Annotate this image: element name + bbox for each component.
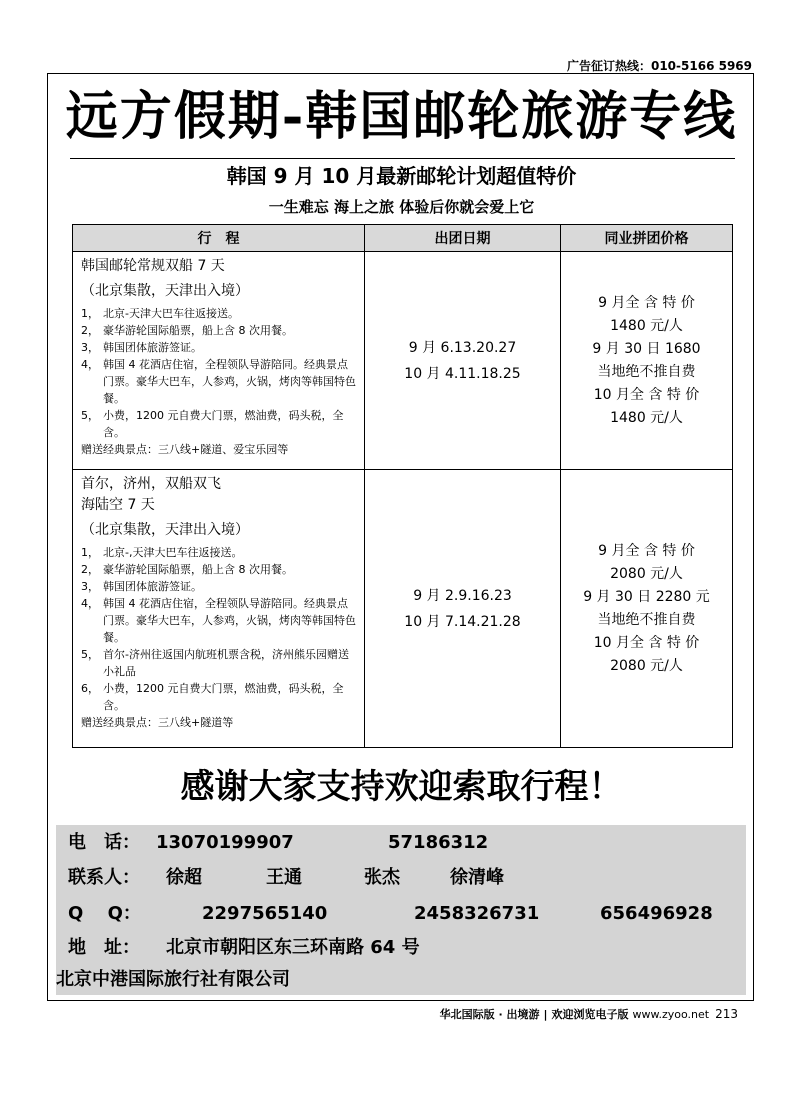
list-item: 4， 韩国 4 花酒店住宿，全程领队导游陪同。经典景点门票。豪华大巴车，人参鸡，火锅，烤肉等韩国特色餐。 [81, 358, 356, 405]
page-footer [440, 1006, 738, 1022]
list-item: 1， 北京-,天津大巴车往返接送。 [81, 546, 243, 559]
address-label: 地 址： [68, 937, 140, 958]
contact-person: 王通 [266, 867, 302, 888]
table-row [73, 470, 733, 748]
list-item: 3， 韩国团体旅游签证。 [81, 341, 202, 354]
list-item: 6， 小费，1200 元自费大门票，燃油费，码头税，全含。 [81, 682, 344, 712]
header-price: 同业拼团价格 [561, 225, 733, 252]
contact-person: 张杰 [364, 867, 400, 888]
itinerary-cell [73, 470, 365, 748]
route-name: 韩国邮轮常规双船 7 天 [81, 258, 225, 274]
ad-hotline: 广告征订热线：010-5166 5969 [566, 59, 752, 73]
contact-box: 电 话： 13070199907 57186312 联系人： 徐超 王通 张杰 徐清峰 Q Q： 2297565140 2458326731 656496928 地 址： 北京市朝阳区东三环南路 64 号 北京中港国际旅行社有限公司 [56, 825, 746, 995]
departure-dates [365, 252, 561, 470]
footer-divider: | [543, 1008, 548, 1021]
footer-edition: 华北国际版 · 出境游 [439, 1008, 540, 1021]
itinerary-cell [73, 252, 365, 470]
address-value: 北京市朝阳区东三环南路 64 号 [166, 937, 420, 958]
price-cell [561, 470, 733, 748]
list-item: 5， 小费，1200 元自费大门票，燃油费，码头税，全含。 [81, 409, 344, 439]
header-itinerary: 行 程 [73, 225, 365, 252]
contact-person: 徐清峰 [450, 867, 504, 888]
list-item: 4， 韩国 4 花酒店住宿，全程领队导游陪同。经典景点门票。豪华大巴车，人参鸡，火锅，烤肉等韩国特色餐。 [81, 597, 356, 644]
list-item: 1， 北京-天津大巴车往返接送。 [81, 307, 239, 320]
price-line: 1480 元/人 [610, 409, 683, 426]
price-line: 当地绝不推自费 [597, 363, 696, 380]
title-divider [70, 158, 735, 159]
departure-dates [365, 470, 561, 748]
thanks-banner: 感谢大家支持欢迎索取行程！ [180, 767, 623, 807]
list-item: 5， 首尔-济州往返国内航班机票含税，济州熊乐园赠送小礼品 [81, 648, 349, 678]
main-title: 远方假期-韩国邮轮旅游专线 [65, 86, 738, 147]
header-dates: 出团日期 [365, 225, 561, 252]
price-line: 2080 元/人 [610, 565, 683, 582]
slogan: 一生难忘 海上之旅 体验后你就会爱上它 [268, 198, 535, 216]
route-note: （北京集散，天津出入境） [81, 283, 249, 299]
contact-person: 徐超 [166, 867, 202, 888]
ad-frame [47, 73, 754, 1001]
headline: 韩国 9 月 10 月最新邮轮计划超值特价 [226, 164, 577, 188]
price-line: 9 月全 含 特 价 [598, 542, 695, 559]
price-line: 当地绝不推自费 [597, 611, 696, 628]
qq-label: Q Q： [68, 903, 141, 924]
price-line: 10 月全 含 特 价 [593, 634, 700, 651]
qq-number: 656496928 [600, 903, 713, 924]
date-line: 9 月 2.9.16.23 [413, 587, 512, 604]
date-line: 9 月 6.13.20.27 [408, 339, 517, 356]
table-header-row [73, 225, 733, 252]
price-line: 2080 元/人 [610, 657, 683, 674]
price-line: 9 月全 含 特 价 [598, 294, 695, 311]
qq-number: 2458326731 [414, 903, 540, 924]
phone-number: 13070199907 [156, 832, 294, 853]
table-row [73, 252, 733, 470]
itinerary-items [81, 544, 358, 714]
price-cell [561, 252, 733, 470]
route-note: （北京集散，天津出入境） [81, 522, 249, 538]
list-item: 3， 韩国团体旅游签证。 [81, 580, 202, 593]
footer-browse: 欢迎浏览电子版 [551, 1008, 629, 1021]
date-line: 10 月 7.14.21.28 [404, 613, 521, 630]
page-number: 213 [715, 1007, 738, 1021]
route-name: 首尔，济州，双船双飞 [81, 476, 221, 492]
price-line: 9 月 30 日 1680 [592, 340, 701, 357]
phone-label: 电 话： [68, 832, 140, 853]
gift-note: 赠送经典景点：三八线+隧道等 [81, 716, 234, 729]
price-line: 9 月 30 日 2280 元 [583, 588, 710, 605]
itinerary-table [72, 224, 733, 748]
gift-note: 赠送经典景点：三八线+隧道、爱宝乐园等 [81, 443, 289, 456]
list-item: 2， 豪华游轮国际船票，船上含 8 次用餐。 [81, 563, 293, 576]
date-line: 10 月 4.11.18.25 [404, 365, 521, 382]
price-line: 10 月全 含 特 价 [593, 386, 700, 403]
list-item: 2， 豪华游轮国际船票，船上含 8 次用餐。 [81, 324, 293, 337]
itinerary-items [81, 305, 358, 441]
phone-number: 57186312 [388, 832, 489, 853]
person-label: 联系人： [68, 867, 140, 888]
route-name: 海陆空 7 天 [81, 497, 155, 513]
qq-number: 2297565140 [202, 903, 328, 924]
price-line: 1480 元/人 [610, 317, 683, 334]
footer-url[interactable]: www.zyoo.net [632, 1008, 710, 1021]
